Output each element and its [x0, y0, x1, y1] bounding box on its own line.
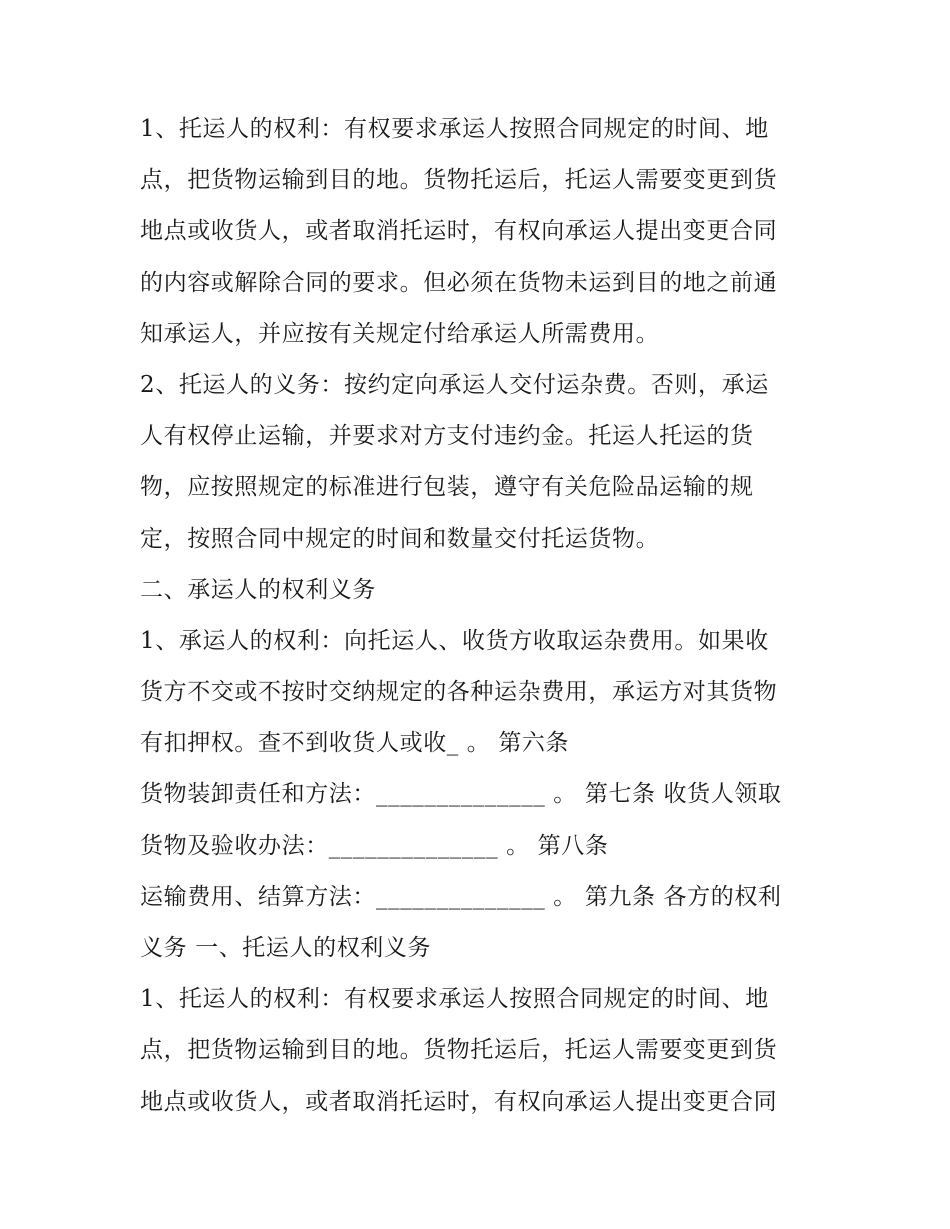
text-line: 定，按照合同中规定的时间和数量交付托运货物。 — [140, 525, 660, 552]
text-line: 货物装卸责任和方法：______________ 。 第七条 收货人领取 — [140, 781, 782, 808]
text-line: 人有权停止运输，并要求对方支付违约金。托运人托运的货 — [140, 423, 754, 450]
text-line: 的内容或解除合同的要求。但必须在货物未运到目的地之前通 — [140, 269, 778, 296]
document-body — [140, 104, 840, 1128]
text-line: 知承运人，并应按有关规定付给承运人所需费用。 — [140, 320, 660, 347]
text-line: 2、托运人的义务：按约定向承运人交付运杂费。否则，承运 — [140, 371, 769, 398]
text-line: 运输费用、结算方法：______________ 。 第九条 各方的权利 — [140, 883, 782, 910]
section-heading: 二、承运人的权利义务 — [140, 576, 376, 603]
text-line: 点，把货物运输到目的地。货物托运后，托运人需要变更到货 — [140, 1037, 778, 1064]
text-line: 1、托运人的权利：有权要求承运人按照合同规定的时间、地 — [140, 986, 769, 1013]
text-line: 1、托运人的权利：有权要求承运人按照合同规定的时间、地 — [140, 116, 769, 142]
text-line: 1、承运人的权利：向托运人、收货方收取运杂费用。如果收 — [140, 627, 769, 654]
text-line: 地点或收货人，或者取消托运时，有权向承运人提出变更合同 — [140, 1088, 778, 1115]
text-line: 物，应按照规定的标准进行包装，遵守有关危险品运输的规 — [140, 474, 754, 501]
text-line: 地点或收货人，或者取消托运时，有权向承运人提出变更合同 — [140, 218, 778, 245]
text-line: 点，把货物运输到目的地。货物托运后，托运人需要变更到货 — [140, 167, 778, 194]
text-line: 货物及验收办法：______________ 。 第八条 — [140, 832, 609, 859]
text-line: 货方不交或不按时交纳规定的各种运杂费用，承运方对其货物 — [140, 679, 778, 706]
text-line: 义务 一、托运人的权利义务 — [140, 935, 432, 961]
text-line: 有扣押权。查不到收货人或收_ 。 第六条 — [140, 730, 570, 757]
